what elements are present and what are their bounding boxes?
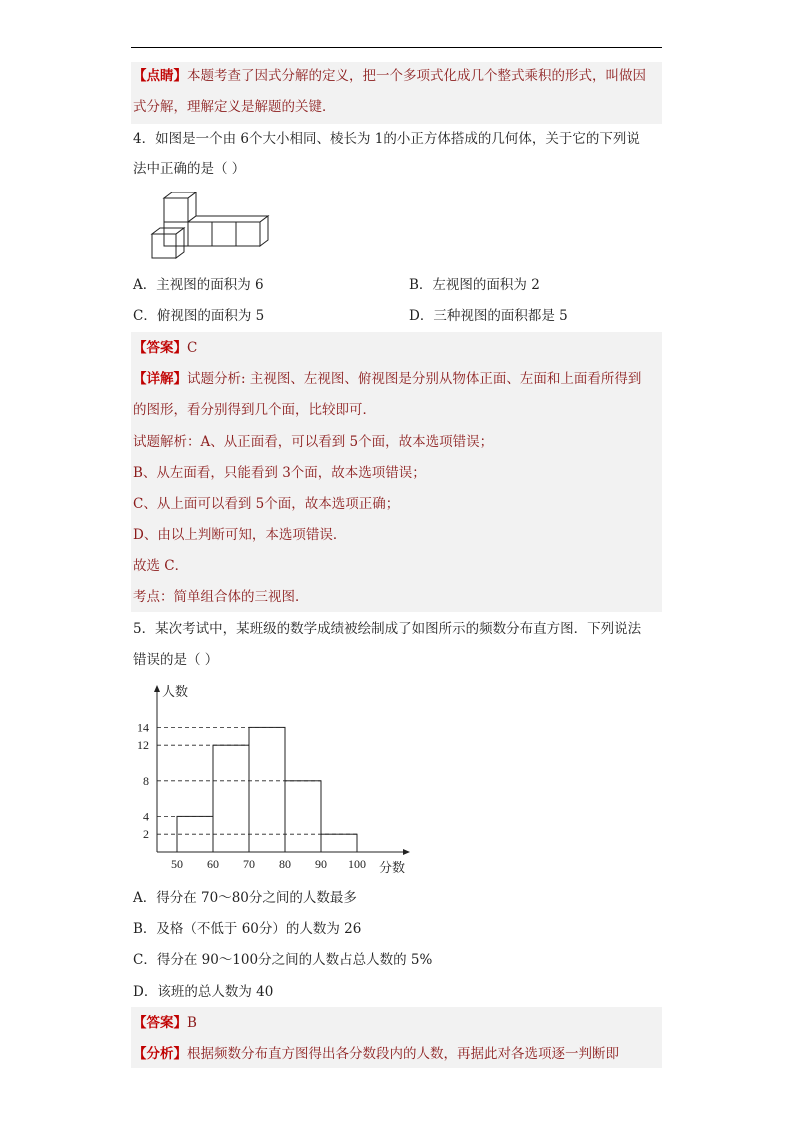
q4-analysis-line: 故选 C． bbox=[133, 558, 189, 574]
q5-stem-line-2: 错误的是（ ） bbox=[133, 652, 219, 668]
q5-option-d: D．该班的总人数为 40 bbox=[133, 984, 274, 1000]
histogram bbox=[128, 680, 418, 875]
q4-analysis-line: 试题解析：A、从正面看，可以看到 5个面，故本选项错误； bbox=[133, 434, 494, 450]
dianjing-tag: 【点睛】 bbox=[133, 68, 187, 84]
q4-detail-line-1: 【详解】试题分析: 主视图、左视图、俯视图是分别从物体正面、左面和上面看所得到 bbox=[133, 371, 642, 387]
q4-option-a: A．主视图的面积为 6 bbox=[133, 277, 264, 293]
y-tick-label: 12 bbox=[137, 738, 149, 753]
q4-analysis-line: C、从上面可以看到 5个面，故本选项正确； bbox=[133, 496, 400, 512]
q5-option-c: C．得分在 90～100分之间的人数占总人数的 5% bbox=[133, 952, 433, 968]
dianjing-line-1: 【点睛】本题考查了因式分解的定义，把一个多项式化成几个整式乘积的形式，叫做因 bbox=[133, 68, 646, 84]
histogram-bar bbox=[321, 834, 357, 852]
y-axis-arrow bbox=[154, 685, 160, 692]
y-axis-label: 人数 bbox=[162, 684, 189, 699]
q5-answer: 【答案】B bbox=[133, 1015, 197, 1031]
y-tick-label: 14 bbox=[137, 720, 149, 735]
q4-option-b: B．左视图的面积为 2 bbox=[409, 277, 540, 293]
x-tick-label: 50 bbox=[171, 857, 183, 871]
q5-stem-line-1: 5．某次考试中，某班级的数学成绩被绘制成了如图所示的频数分布直方图．下列说法 bbox=[133, 621, 642, 637]
x-tick-label: 60 bbox=[207, 857, 219, 871]
x-axis-label: 分数 bbox=[379, 860, 406, 875]
header-rule bbox=[131, 47, 662, 48]
q4-answer: 【答案】C bbox=[133, 340, 198, 356]
q4-option-d: D．三种视图的面积都是 5 bbox=[409, 308, 568, 324]
q4-stem-line-1: 4．如图是一个由 6个大小相同、棱长为 1的小正方体搭成的几何体，关于它的下列说 bbox=[133, 131, 640, 147]
y-tick-label: 4 bbox=[143, 809, 149, 824]
q5-option-a: A．得分在 70～80分之间的人数最多 bbox=[133, 890, 357, 906]
x-tick-label: 80 bbox=[279, 857, 291, 871]
y-tick-label: 8 bbox=[143, 773, 149, 788]
q4-analysis-line: B、从左面看，只能看到 3个面，故本选项错误； bbox=[133, 465, 426, 481]
q4-option-c: C．俯视图的面积为 5 bbox=[133, 308, 265, 324]
q5-option-b: B．及格（不低于 60分）的人数为 26 bbox=[133, 921, 362, 937]
dianjing-line-2: 式分解，理解定义是解题的关键． bbox=[133, 99, 336, 115]
x-axis-arrow bbox=[403, 849, 410, 855]
q4-stem-line-2: 法中正确的是（ ） bbox=[133, 161, 246, 177]
x-tick-label: 70 bbox=[243, 857, 255, 871]
x-tick-label: 100 bbox=[348, 857, 366, 871]
histogram-bar bbox=[249, 727, 285, 852]
histogram-bar bbox=[285, 781, 321, 852]
q4-analysis-line: D、由以上判断可知，本选项错误． bbox=[133, 527, 347, 543]
x-tick-label: 90 bbox=[315, 857, 327, 871]
cube-figure bbox=[148, 192, 272, 260]
q5-analysis: 【分析】根据频数分布直方图得出各分数段内的人数，再据此对各选项逐一判断即 bbox=[133, 1046, 619, 1062]
q4-detail-line-2: 的图形，看分别得到几个面，比较即可． bbox=[133, 402, 376, 418]
histogram-bar bbox=[213, 745, 249, 852]
q4-analysis-line: 考点：简单组合体的三视图． bbox=[133, 589, 309, 605]
y-tick-label: 2 bbox=[143, 827, 149, 842]
